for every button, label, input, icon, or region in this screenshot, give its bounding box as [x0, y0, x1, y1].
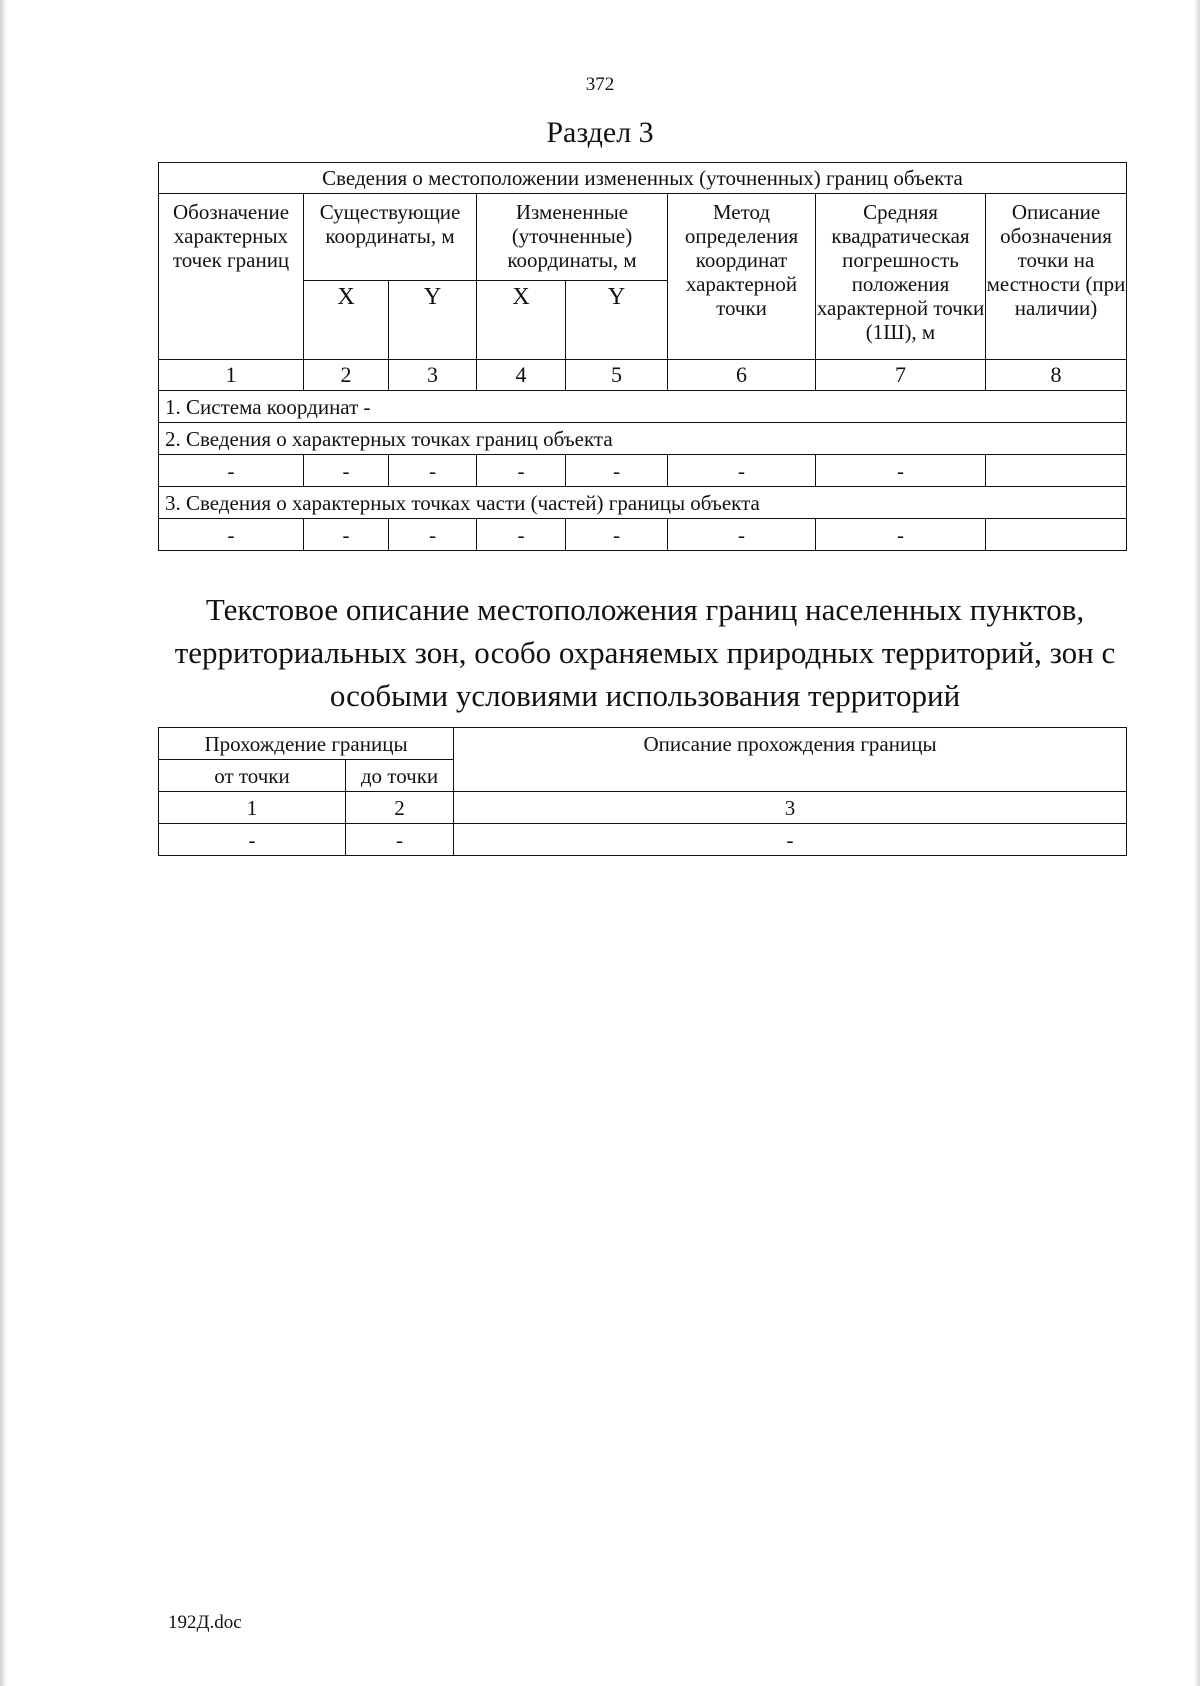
column-number: 3 — [454, 792, 1127, 824]
footer-filename: 192Д.doc — [168, 1612, 242, 1633]
column-number: 4 — [477, 360, 566, 391]
table-cell: - — [668, 455, 816, 487]
table-cell: - — [159, 519, 304, 551]
header-mean-error: Средняя квадратическая погрешность положения характерной точки (1Ш), м — [816, 194, 986, 360]
table-cell: - — [668, 519, 816, 551]
table-cell: - — [159, 455, 304, 487]
header-existing-x: X — [304, 281, 389, 360]
section-title: Раздел 3 — [546, 116, 654, 149]
column-number: 2 — [346, 792, 454, 824]
heading-line: особыми условиями использования территорий — [329, 678, 961, 713]
header-passage-description: Описание прохождения границы — [454, 728, 1127, 792]
header-from-point: от точки — [159, 760, 346, 792]
column-number: 8 — [986, 360, 1127, 391]
table-cell: - — [304, 519, 389, 551]
header-point-description: Описание обозначения точки на местности (при наличии) — [986, 194, 1127, 360]
heading-line: территориальных зон, особо охраняемых природных территорий, зон с — [174, 635, 1116, 670]
scan-edge-left — [0, 0, 8, 1686]
column-number: 1 — [159, 360, 304, 391]
heading-line: Текстовое описание местоположения границ населенных пунктов, — [205, 592, 1085, 627]
page-number: 372 — [585, 74, 615, 95]
table-cell: - — [304, 455, 389, 487]
table-cell: - — [159, 824, 346, 856]
column-number: 5 — [566, 360, 668, 391]
text-description-heading — [0, 588, 1200, 717]
table-cell — [986, 455, 1127, 487]
table-cell: - — [477, 455, 566, 487]
header-boundary-passage: Прохождение границы — [159, 728, 454, 760]
header-point-designation: Обозначение характерных точек границ — [159, 194, 304, 360]
table-cell: - — [566, 519, 668, 551]
table-cell: - — [566, 455, 668, 487]
header-method: Метод определения координат характерной точки — [668, 194, 816, 360]
row-boundary-points: 2. Сведения о характерных точках границ объекта — [159, 423, 1127, 455]
column-number: 6 — [668, 360, 816, 391]
table-cell — [986, 519, 1127, 551]
table-cell: - — [816, 455, 986, 487]
table-cell: - — [346, 824, 454, 856]
table-cell: - — [389, 455, 477, 487]
row-coordinate-system: 1. Система координат - — [159, 391, 1127, 423]
scan-edge-right — [1194, 0, 1200, 1686]
row-part-boundary-points: 3. Сведения о характерных точках части (частей) границы объекта — [159, 487, 1127, 519]
table-cell: - — [816, 519, 986, 551]
column-number: 1 — [159, 792, 346, 824]
header-existing-coordinates: Существующие координаты, м — [304, 194, 477, 281]
boundary-coordinates-table — [158, 162, 1127, 551]
header-changed-coordinates: Измененные (уточненные) координаты, м — [477, 194, 668, 281]
header-to-point: до точки — [346, 760, 454, 792]
header-existing-y: Y — [389, 281, 477, 360]
column-number: 7 — [816, 360, 986, 391]
header-changed-y: Y — [566, 281, 668, 360]
table-caption: Сведения о местоположении измененных (уточненных) границ объекта — [159, 163, 1127, 194]
table-cell: - — [454, 824, 1127, 856]
table-cell: - — [389, 519, 477, 551]
column-number: 2 — [304, 360, 389, 391]
column-number: 3 — [389, 360, 477, 391]
table-cell: - — [477, 519, 566, 551]
header-changed-x: X — [477, 281, 566, 360]
boundary-passage-table — [158, 727, 1127, 856]
